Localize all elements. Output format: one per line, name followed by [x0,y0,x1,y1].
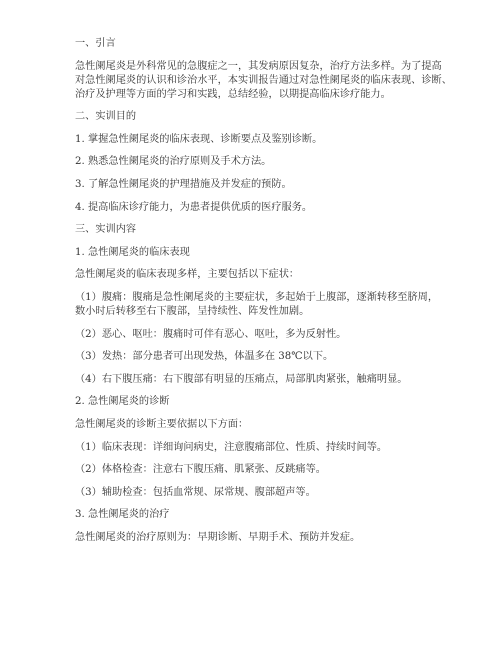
symptom-item-line: （1）腹痛：腹痛是急性阑尾炎的主要症状，多起始于上腹部，逐渐转移至脐周， [75,291,439,303]
subsection-title-symptoms: 1. 急性阑尾炎的临床表现 [75,246,190,258]
section-heading-intro: 一、引言 [75,38,116,49]
intro-paragraph-line: 治疗及护理等方面的学习和实践，总结经验，以期提高临床诊疗能力。 [75,88,391,100]
document-page [75,37,455,545]
symptom-item-nausea: （2）恶心、呕吐：腹痛时可伴有恶心、呕吐，多为反射性。 [75,328,347,340]
symptom-item-fever: （3）发热：部分患者可出现发热，体温多在 38℃以下。 [75,351,334,363]
treatment-lead: 急性阑尾炎的治疗原则为：早期诊断、早期手术、预防并发症。 [75,531,361,543]
symptoms-lead: 急性阑尾炎的临床表现多样，主要包括以下症状： [75,269,300,281]
subsection-title-treatment: 3. 急性阑尾炎的治疗 [75,509,170,521]
symptom-item-abdominal-pain [75,291,455,319]
section-heading-content: 三、实训内容 [75,224,137,236]
purpose-item: 4. 提高临床诊疗能力，为患者提供优质的医疗服务。 [75,201,313,213]
symptom-item-tenderness: （4）右下腹压痛：右下腹部有明显的压痛点，局部肌肉紧张，触痛明显。 [75,373,408,385]
purpose-item: 3. 了解急性阑尾炎的护理措施及并发症的预防。 [75,178,292,190]
intro-paragraph-line: 急性阑尾炎是外科常见的急腹症之一，其发病原因复杂，治疗方法多样。为了提高 [75,60,442,72]
subsection-title-diagnosis: 2. 急性阑尾炎的诊断 [75,396,170,408]
diagnosis-item-clinical: （1）临床表现：详细询问病史，注意腹痛部位、性质、持续时间等。 [75,441,388,453]
purpose-item: 2. 熟悉急性阑尾炎的治疗原则及手术方法。 [75,156,272,168]
intro-paragraph [75,60,455,102]
diagnosis-item-physical-exam: （2）体格检查：注意右下腹压痛、肌紧张、反跳痛等。 [75,464,326,476]
diagnosis-lead: 急性阑尾炎的诊断主要依据以下方面： [75,418,249,430]
diagnosis-item-auxiliary-exam: （3）辅助检查：包括血常规、尿常规、腹部超声等。 [75,486,316,498]
symptom-item-line: 数小时后转移至右下腹部，呈持续性、阵发性加剧。 [75,305,310,317]
purpose-item: 1. 掌握急性阑尾炎的临床表现、诊断要点及鉴别诊断。 [75,133,323,145]
section-heading-purpose: 二、实训目的 [75,111,137,123]
intro-paragraph-line: 对急性阑尾炎的认识和诊治水平，本实训报告通过对急性阑尾炎的临床表现、诊断、 [75,74,452,86]
